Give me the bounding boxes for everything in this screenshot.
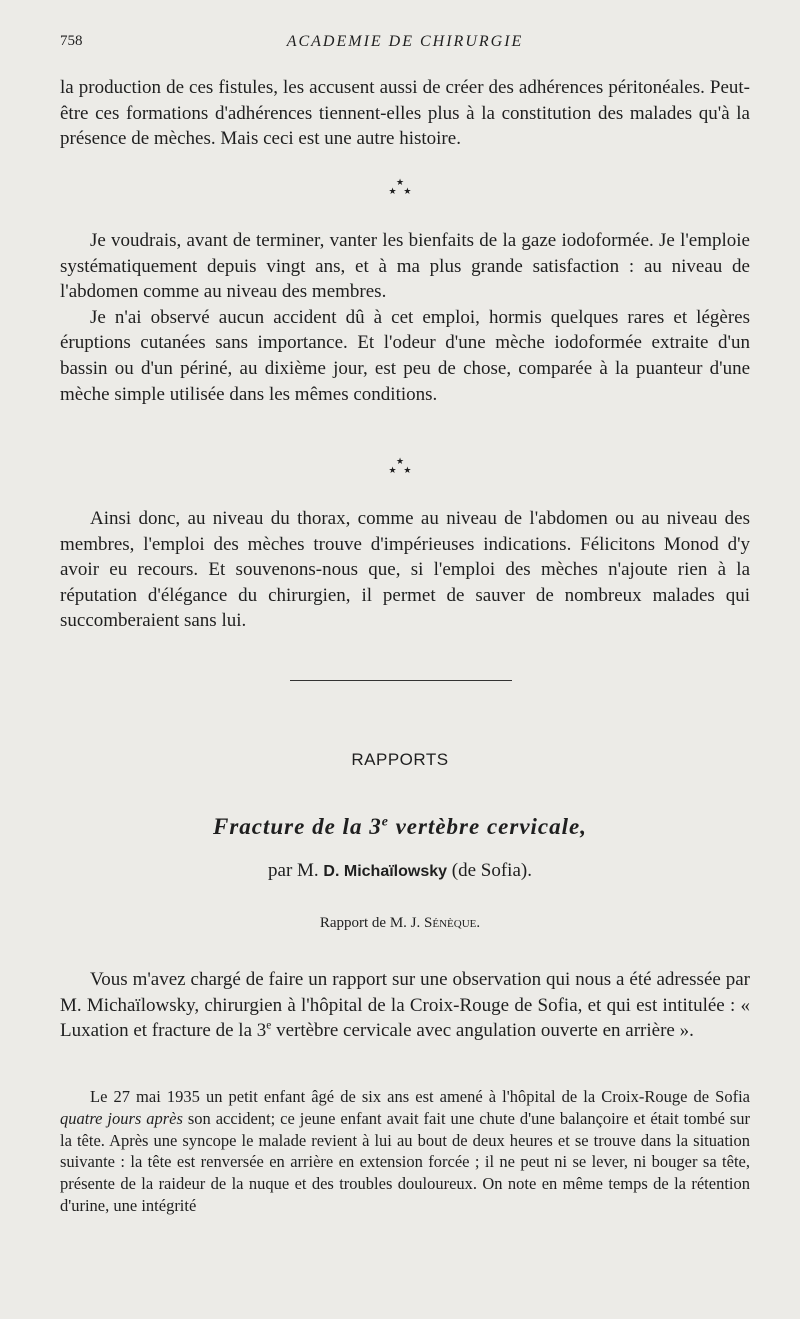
case-report <box>60 1086 750 1217</box>
ordinal-superscript: e <box>381 813 389 829</box>
asterism-separator <box>0 457 800 475</box>
report-intro <box>60 967 750 1044</box>
reporter-line <box>0 915 800 932</box>
star-icon: ★ <box>388 465 397 475</box>
ordinal-superscript: e <box>266 1019 272 1032</box>
author-name: D. Michaïlowsky <box>323 863 448 880</box>
paragraph-continuation <box>60 75 750 152</box>
author-prefix: par M. <box>268 860 324 881</box>
intro-text: Vous m'avez chargé de faire un rapport sur une observation qui nous a été adressée par M. Michaïlowsky, chirurgien à l'hôpital de la Croix-Rouge de Sofia, et qui est intitulée : « Luxation et fracture de la 3 <box>60 969 750 1042</box>
running-title: ACADEMIE DE CHIRURGIE <box>286 33 524 50</box>
paragraph-text: Je n'ai observé aucun accident dû à cet emploi, hormis quelques rares et légères éruptions cutanées sans importance. Et l'odeur d'une mèche iodoformée extraite d'un bassin ou d'un périné, au dixième jour, est peu de chose, comparée à la puanteur d'une mèche simple utilisée dans les mêmes conditions. <box>60 306 750 405</box>
case-text: Le 27 mai 1935 un petit enfant âgé de six ans est amené à l'hôpital de la Croix-Rouge de Sofia <box>90 1087 750 1106</box>
star-icon: ★ <box>395 177 405 187</box>
conclusion-section <box>60 506 750 634</box>
paragraph-text <box>60 1086 750 1217</box>
section-divider <box>290 680 512 681</box>
author-line <box>0 860 800 882</box>
star-icon: ★ <box>403 465 412 475</box>
reporter-suffix: . <box>476 915 481 931</box>
star-icon: ★ <box>388 186 397 196</box>
section-heading: RAPPORTS <box>351 750 449 769</box>
author-affiliation: (de Sofia). <box>447 860 532 881</box>
article-title-part: Fracture de la 3 <box>213 814 382 839</box>
reporter-prefix: Rapport de M. J. <box>319 915 425 931</box>
case-emphasis: quatre jours après <box>60 1108 183 1128</box>
star-icon: ★ <box>403 186 412 196</box>
reporter-name: Sénèque <box>424 915 477 931</box>
paragraph-text: Ainsi donc, au niveau du thorax, comme au niveau de l'abdomen ou au niveau des membres, l'emploi des mèches trouve d'impérieuses indications. Félicitons Monod d'y avoir eu recours. Et souvenons-nous que, si l'emploi des mèches n'ajoute rien à la réputation d'élégance du chirurgien, il permet de sauver de nombreux malades qui succomberaient sans lui. <box>60 508 750 632</box>
paragraph-text: Je voudrais, avant de terminer, vanter les bienfaits de la gaze iodoformée. Je l'emploie systématiquement depuis vingt ans, et à ma plus grande satisfaction : au niveau de l'abdomen comme au niveau des membres. <box>60 230 750 303</box>
asterism-separator <box>0 178 800 196</box>
iodoform-section <box>60 228 750 407</box>
star-icon: ★ <box>395 456 405 466</box>
intro-text: vertèbre cervicale avec angulation ouverte en arrière ». <box>271 1020 694 1042</box>
article-title <box>0 814 800 840</box>
case-text: son accident; ce jeune enfant avait fait une chute d'une balançoire et était tombé sur la tête. Après une syncope le malade revient à lui au bout de deux heures et se trouve dans la situation suivante : la tête est renversée en arrière en extension forcée ; il ne peut ni se lever, ni bouger sa tête, présente de la raideur de la nuque et des troubles douloureux. On note en même temps de la rétention d'urine, une intégrité <box>60 1108 750 1215</box>
paragraph-text <box>60 967 750 1044</box>
article-title-part: vertèbre cervicale, <box>388 814 587 839</box>
page-header <box>60 33 750 55</box>
page-number: 758 <box>60 33 83 49</box>
paragraph-text: la production de ces fistules, les accusent aussi de créer des adhérences péritonéales. Peut-être ces formations d'adhérences tiennent-elles plus à la constitution des malades qu'à la présence de mèches. Mais ceci est une autre histoire. <box>60 77 750 150</box>
